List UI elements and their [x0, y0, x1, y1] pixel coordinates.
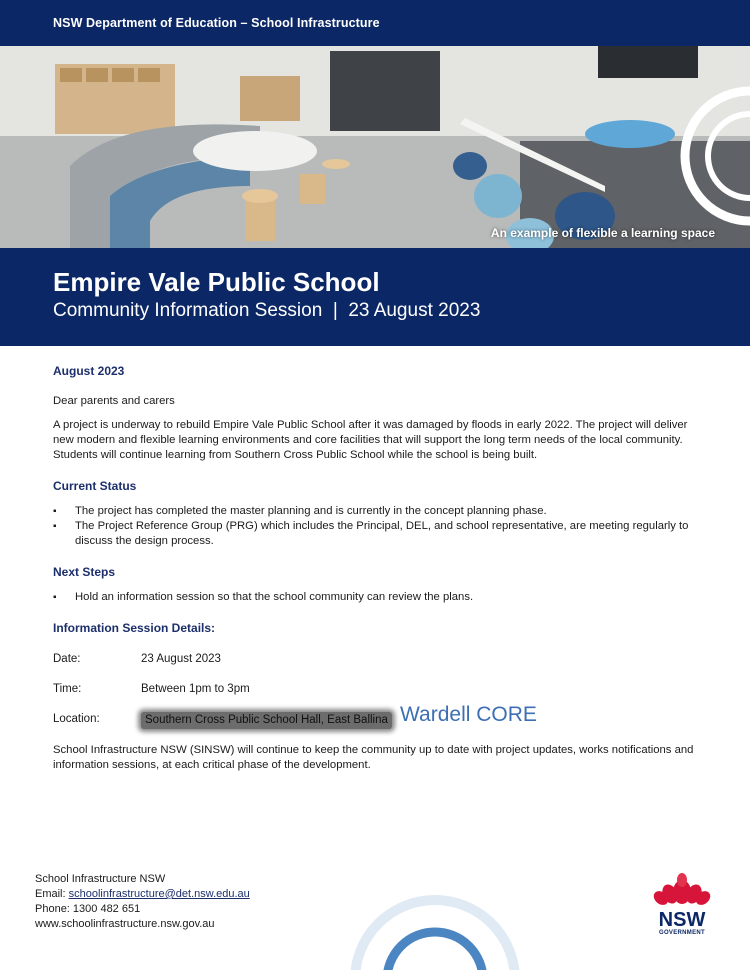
- time-label: Time:: [53, 683, 82, 695]
- footer-phone: Phone: 1300 482 651: [35, 903, 141, 915]
- list-item: ▪ The project has completed the master planning and is currently in the concept planning phase.: [75, 504, 703, 519]
- header-org: NSW Department of Education – School Infrastructure: [53, 16, 380, 30]
- session-location-row: [53, 703, 703, 727]
- header-bar: [0, 0, 750, 46]
- next-steps-list: [53, 590, 703, 605]
- next-steps-heading: Next Steps: [53, 565, 116, 579]
- intro-paragraph: A project is underway to rebuild Empire Vale Public School after it was damaged by floods in early 2022. The project will deliver new modern and flexible learning environments and core facilities that will support the long term needs of the local community. Students will continue learning from Southern Cross Public School while the school is being built.: [53, 419, 688, 461]
- location-label: Location:: [53, 713, 100, 725]
- handwritten-location-note: Wardell CORE: [400, 703, 537, 726]
- nsw-government-logo: [646, 872, 718, 937]
- letter-body: [53, 364, 703, 773]
- current-status-heading: Current Status: [53, 479, 137, 493]
- waratah-icon: [646, 872, 718, 906]
- date-value: 23 August 2023: [141, 653, 221, 665]
- session-details-heading: Information Session Details:: [53, 621, 216, 635]
- session-date-row: [53, 652, 703, 667]
- hero-photo: [0, 46, 750, 248]
- footer-website[interactable]: www.schoolinfrastructure.nsw.gov.au: [35, 918, 215, 930]
- title-band: [0, 248, 750, 346]
- time-value: Between 1pm to 3pm: [141, 683, 250, 695]
- email-label: Email:: [35, 888, 69, 900]
- location-value-redacted: Southern Cross Public School Hall, East Ballina: [141, 712, 392, 729]
- email-link[interactable]: schoolinfrastructure@det.nsw.edu.au: [68, 888, 250, 900]
- decorative-circles: [340, 880, 540, 970]
- letter-date: August 2023: [53, 364, 125, 378]
- session-time-row: [53, 682, 703, 697]
- school-title: Empire Vale Public School: [53, 267, 380, 297]
- list-item: ▪ The Project Reference Group (PRG) which includes the Principal, DEL, and school representative, are meeting regularly to discuss the design process.: [75, 519, 703, 549]
- list-item: ▪ Hold an information session so that the school community can review the plans.: [75, 590, 703, 605]
- photo-caption: An example of flexible a learning space: [490, 226, 715, 240]
- date-label: Date:: [53, 653, 81, 665]
- session-subtitle: Community Information Session | 23 August 2023: [53, 300, 481, 321]
- logo-nsw-text: NSW: [658, 909, 706, 931]
- classroom-illustration: [0, 46, 750, 248]
- closing-paragraph: School Infrastructure NSW (SINSW) will continue to keep the community up to date with project updates, works notifications and information sessions, at each critical phase of the development.: [53, 744, 694, 771]
- current-status-list: [53, 504, 703, 549]
- contact-footer: [35, 872, 250, 932]
- footer-email-line: [35, 887, 250, 902]
- footer-org: School Infrastructure NSW: [35, 873, 166, 885]
- greeting: Dear parents and carers: [53, 395, 175, 407]
- logo-government-text: GOVERNMENT: [658, 930, 705, 936]
